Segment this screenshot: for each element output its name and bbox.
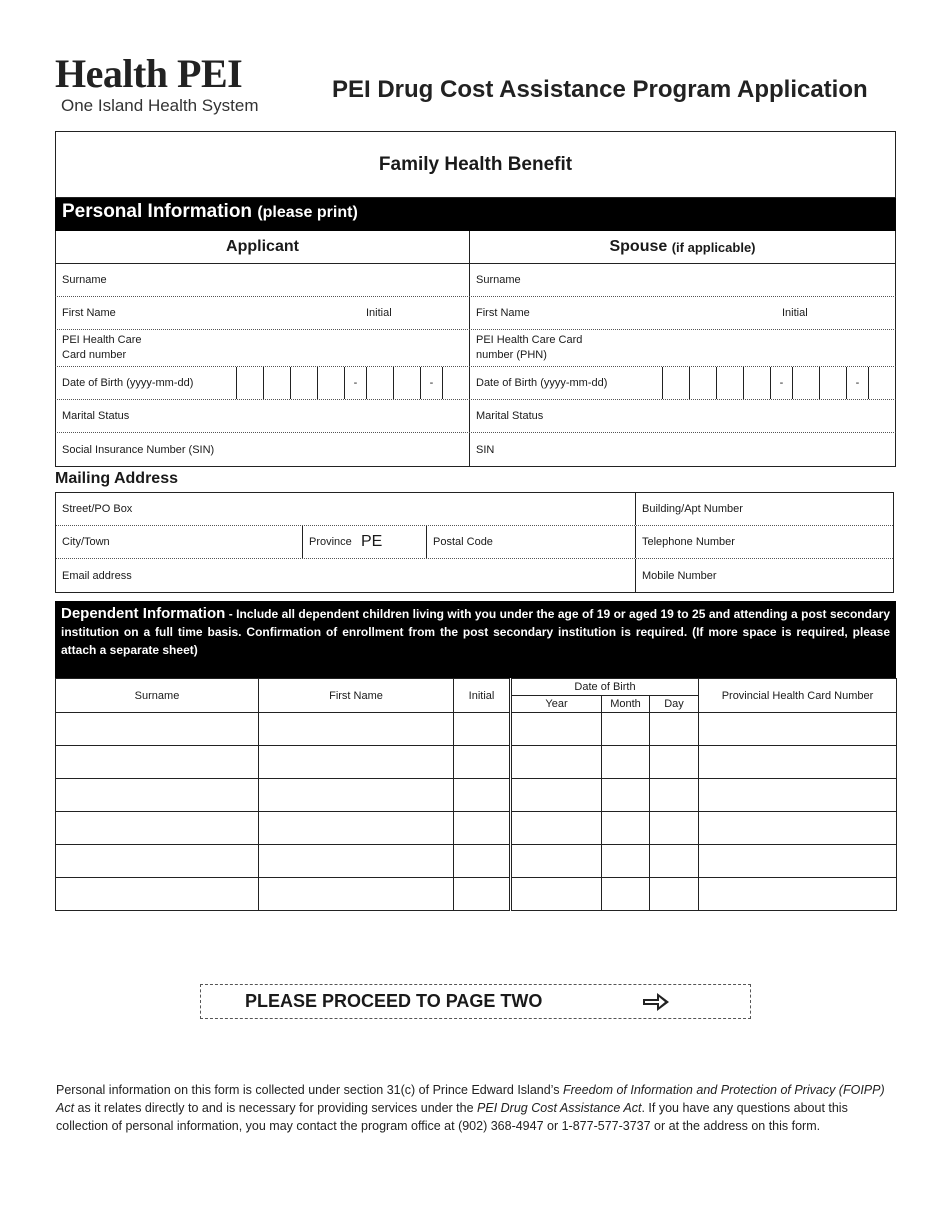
page-title: PEI Drug Cost Assistance Program Application [332, 76, 868, 103]
applicant-initial-label: Initial [366, 307, 392, 319]
personal-info-subheading: (please print) [257, 204, 358, 221]
col-surname: Surname [56, 679, 259, 713]
dependent-info-heading: Dependent Information [61, 605, 226, 622]
privacy-notice: Personal information on this form is collected under section 31(c) of Prince Edward Island’s Freedom of Information and Protection of Privacy (FOIPP) Act as it relates directly to and is necessary for providing services under the PEI Drug Cost Assistance Act. If you have any questions about this collection of personal information, you may contact the program office at (902) 368-4947 or 1-877-577-3737 or at the address on this form. [56, 1083, 885, 1133]
applicant-health-card-field[interactable]: PEI Health Care Card number [56, 330, 470, 366]
spouse-health-card-field[interactable]: PEI Health Care Card number (PHN) [476, 334, 583, 361]
spouse-dob-boxes[interactable]: - - [662, 367, 895, 399]
applicant-sin-field[interactable]: Social Insurance Number (SIN) [56, 433, 470, 466]
table-row[interactable] [56, 878, 897, 911]
col-year: Year [511, 696, 602, 713]
province-field[interactable]: Province PE [303, 526, 427, 558]
col-health-card: Provincial Health Card Number [699, 679, 897, 713]
arrow-right-icon [641, 991, 671, 1013]
spouse-dob-field[interactable]: Date of Birth (yyyy-mm-dd) - - [470, 367, 895, 399]
col-dob: Date of Birth [511, 679, 699, 696]
applicant-dob-field[interactable]: Date of Birth (yyyy-mm-dd) - - [56, 367, 470, 399]
dependent-info-header [55, 601, 896, 678]
logo-subtitle: One Island Health System [61, 96, 259, 115]
email-field[interactable]: Email address [56, 559, 636, 592]
table-row[interactable] [56, 713, 897, 746]
personal-info-header [55, 198, 896, 231]
spouse-surname-field[interactable]: Surname [476, 274, 521, 286]
table-row[interactable] [56, 845, 897, 878]
health-pei-logo: Health PEI [55, 51, 243, 96]
mailing-address-heading: Mailing Address [55, 470, 178, 487]
table-row[interactable] [56, 812, 897, 845]
spouse-heading: Spouse (if applicable) [609, 238, 756, 255]
table-row[interactable] [56, 779, 897, 812]
building-field[interactable]: Building/Apt Number [642, 503, 743, 515]
table-row[interactable] [56, 746, 897, 779]
dependent-info-text: - Include all dependent children living with you under the age of 19 or aged 19 to 25 and attending a post secondary institution on a full time basis. Confirmation of enrollment from the post secondary institution is required. (If more space is required, please attach a separate sheet) [61, 607, 890, 657]
applicant-first-name-field[interactable]: First Name [56, 297, 470, 329]
proceed-text: PLEASE PROCEED TO PAGE TWO [245, 991, 543, 1011]
personal-info-heading: Personal Information [62, 201, 253, 222]
postal-code-field[interactable]: Postal Code [427, 526, 636, 558]
col-day: Day [650, 696, 699, 713]
applicant-marital-status-field[interactable]: Marital Status [56, 400, 470, 432]
spouse-first-name-field[interactable]: First Name [476, 307, 530, 319]
personal-info-grid [55, 231, 896, 467]
applicant-dob-boxes[interactable]: - - [236, 367, 469, 399]
spouse-initial-label: Initial [782, 307, 808, 319]
spouse-marital-status-field[interactable]: Marital Status [476, 410, 544, 422]
mailing-address-grid [55, 492, 894, 593]
mobile-field[interactable]: Mobile Number [642, 569, 717, 582]
program-title: Family Health Benefit [55, 131, 896, 198]
applicant-heading: Applicant [56, 231, 470, 263]
col-initial: Initial [454, 679, 511, 713]
col-first-name: First Name [259, 679, 454, 713]
telephone-field[interactable]: Telephone Number [642, 536, 735, 548]
col-month: Month [602, 696, 650, 713]
street-field[interactable]: Street/PO Box [56, 493, 636, 525]
province-value: PE [360, 533, 383, 550]
city-field[interactable]: City/Town [56, 526, 303, 558]
proceed-banner [200, 984, 751, 1019]
spouse-sin-field[interactable]: SIN [476, 443, 495, 456]
applicant-surname-field[interactable]: Surname [56, 264, 470, 296]
dependent-table [55, 678, 897, 911]
